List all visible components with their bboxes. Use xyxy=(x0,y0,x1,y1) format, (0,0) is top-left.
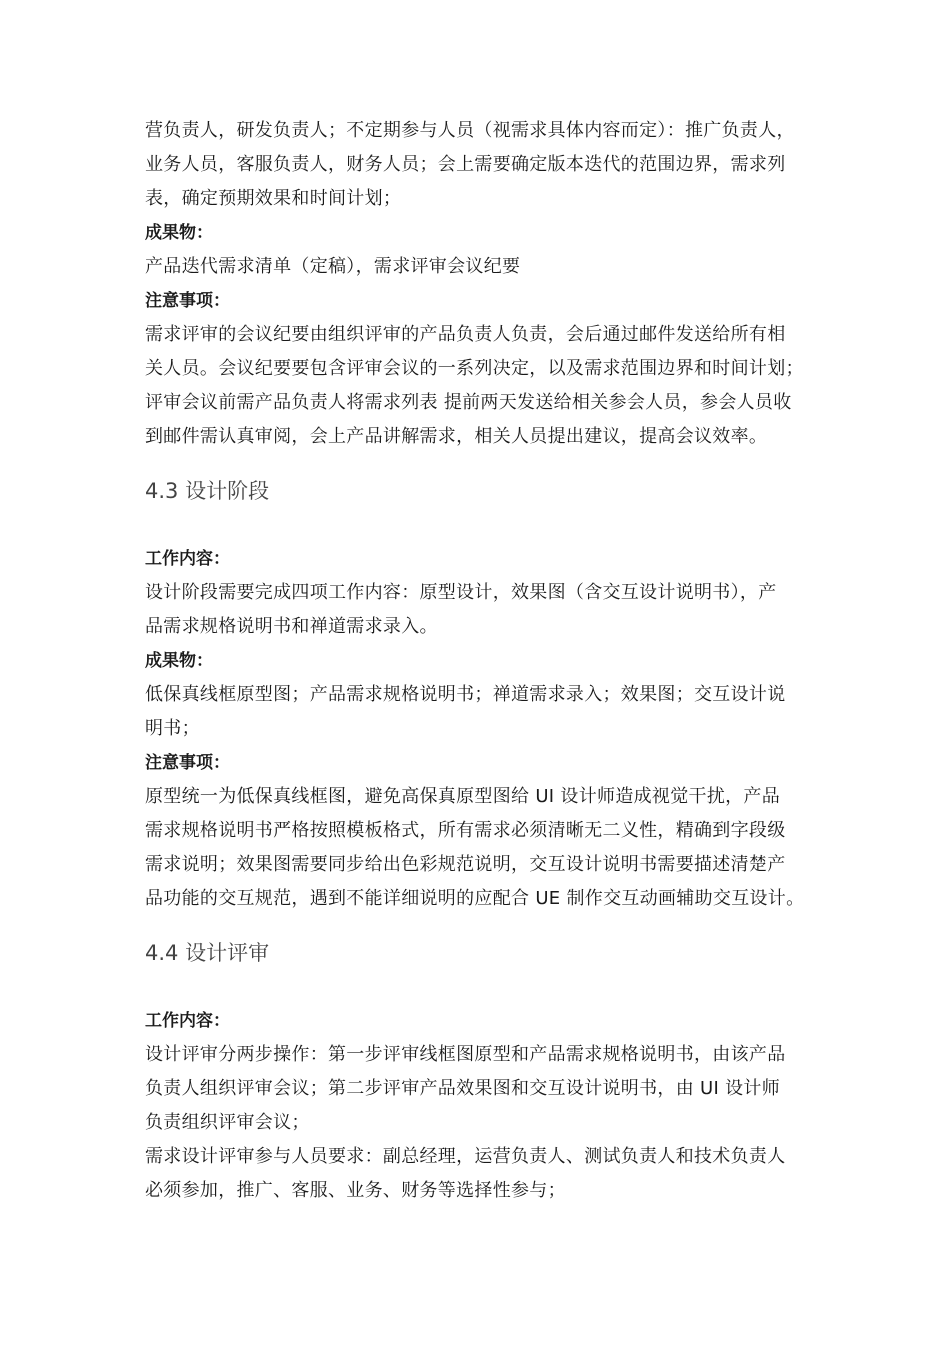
notes-label: 注意事项： xyxy=(145,753,230,773)
review-notes-paragraph xyxy=(145,318,810,454)
text-line: 业务人员，客服负责人，财务人员；会上需要确定版本迭代的范围边界，需求列 xyxy=(145,154,786,175)
text-line: 需求评审的会议纪要由组织评审的产品负责人负责，会后通过邮件发送给所有相 xyxy=(145,324,786,345)
text-line: 需求设计评审参与人员要求：副总经理，运营负责人、测试负责人和技术负责人 xyxy=(145,1146,786,1167)
work-content-label: 工作内容： xyxy=(145,1011,230,1031)
work-content-paragraph xyxy=(145,1038,810,1208)
document-page xyxy=(145,114,810,1208)
text-line: 需求说明；效果图需要同步给出色彩规范说明，交互设计说明书需要描述清楚产 xyxy=(145,854,786,875)
text-line: 负责人组织评审会议；第二步评审产品效果图和交互设计说明书，由 UI 设计师 xyxy=(145,1078,781,1099)
results-paragraph xyxy=(145,678,810,746)
text-line: 评审会议前需产品负责人将需求列表 提前两天发送给相关参会人员，参会人员收 xyxy=(145,392,792,413)
text-line: 表，确定预期效果和时间计划； xyxy=(145,188,402,209)
text-line: 品功能的交互规范，遇到不能详细说明的应配合 UE 制作交互动画辅助交互设计。 xyxy=(145,888,805,909)
text-line: 明书； xyxy=(145,718,200,739)
text-line: 营负责人，研发负责人；不定期参与人员（视需求具体内容而定）：推广负责人， xyxy=(145,120,795,141)
notes-paragraph xyxy=(145,780,810,916)
work-content-paragraph xyxy=(145,576,810,644)
text-line: 品需求规格说明书和禅道需求录入。 xyxy=(145,616,438,637)
work-content-label: 工作内容： xyxy=(145,549,230,569)
section-heading-4-3: 4.3 设计阶段 xyxy=(145,479,270,503)
text-line: 负责组织评审会议； xyxy=(145,1112,310,1133)
results-label: 成果物： xyxy=(145,651,213,671)
text-line: 原型统一为低保真线框图，避免高保真原型图给 UI 设计师造成视觉干扰，产品 xyxy=(145,786,781,807)
section-heading-4-4: 4.4 设计评审 xyxy=(145,941,270,965)
text-line: 到邮件需认真审阅，会上产品讲解需求，相关人员提出建议，提高会议效率。 xyxy=(145,426,768,447)
text-line: 低保真线框原型图；产品需求规格说明书；禅道需求录入；效果图；交互设计说 xyxy=(145,684,786,705)
text-line: 关人员。会议纪要要包含评审会议的一系列决定，以及需求范围边界和时间计划； xyxy=(145,358,804,379)
review-notes-label: 注意事项： xyxy=(145,291,230,311)
text-line: 产品迭代需求清单（定稿），需求评审会议纪要 xyxy=(145,256,521,277)
text-line: 需求规格说明书严格按照模板格式，所有需求必须清晰无二义性，精确到字段级 xyxy=(145,820,786,841)
review-results-label: 成果物： xyxy=(145,223,213,243)
intro-paragraph xyxy=(145,114,810,216)
text-line: 设计阶段需要完成四项工作内容：原型设计，效果图（含交互设计说明书），产 xyxy=(145,582,777,603)
text-line: 必须参加，推广、客服、业务、财务等选择性参与； xyxy=(145,1180,566,1201)
text-line: 设计评审分两步操作：第一步评审线框图原型和产品需求规格说明书，由该产品 xyxy=(145,1044,786,1065)
